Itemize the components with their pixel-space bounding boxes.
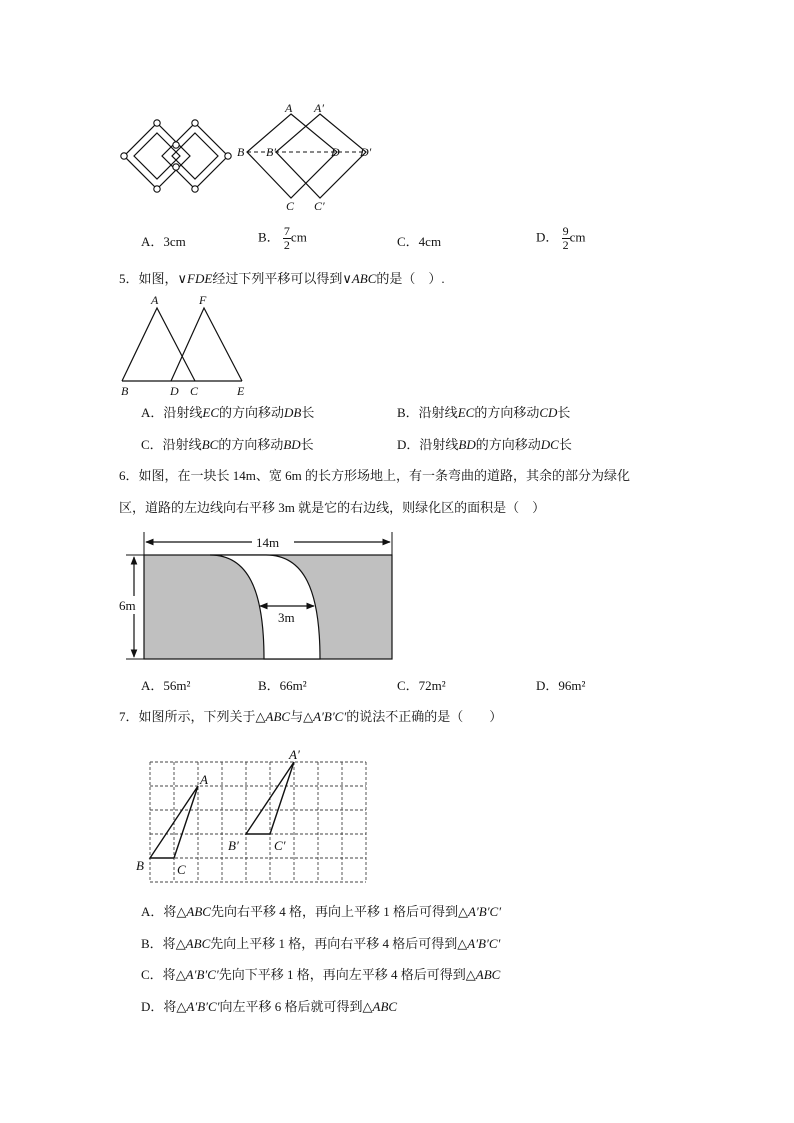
q4-figure-interlocked-squares bbox=[118, 117, 234, 197]
q7-label-C-prime: C′ bbox=[274, 838, 286, 853]
q6-stem-line-2: 区，道路的左边线向右平移 3m 就是它的右边线，则绿化区的面积是（ ） bbox=[119, 500, 546, 515]
q6-option-b[interactable]: B．66m² bbox=[258, 678, 307, 693]
q7-figure-grid bbox=[130, 744, 376, 886]
q5-figure-triangles bbox=[118, 291, 258, 399]
q4-option-b[interactable] bbox=[258, 225, 307, 252]
q7-label-B: B bbox=[136, 858, 144, 873]
q5-label-E: E bbox=[237, 384, 245, 398]
q5-option-b[interactable]: B．沿射线EC的方向移动CD长 bbox=[397, 405, 571, 420]
q4-figure-translated-squares bbox=[234, 100, 384, 216]
q6-width-label: 6m bbox=[119, 598, 136, 613]
q4-label-C-prime: C′ bbox=[314, 199, 325, 213]
q4-option-c[interactable] bbox=[397, 234, 441, 250]
option-label: B． bbox=[258, 229, 280, 245]
option-label: A． bbox=[141, 234, 164, 249]
q7-label-C: C bbox=[177, 862, 186, 877]
q5-label-C: C bbox=[190, 384, 199, 398]
q7-option-c[interactable]: C．将△A′B′C′先向下平移 1 格，再向左平移 4 格后可得到△ABC bbox=[141, 967, 501, 982]
q4-option-d[interactable] bbox=[536, 225, 586, 252]
q6-length-label: 14m bbox=[256, 535, 280, 550]
q7-option-a[interactable]: A．将△ABC先向右平移 4 格，再向上平移 1 格后可得到△A′B′C′ bbox=[141, 904, 502, 919]
q5-label-A: A bbox=[151, 293, 159, 307]
q5-label-D: D bbox=[170, 384, 179, 398]
fraction: $\frac{7}{2}$ bbox=[283, 224, 290, 252]
q6-option-c[interactable]: C．72m² bbox=[397, 678, 446, 693]
option-label: D． bbox=[536, 229, 559, 245]
q4-label-C: C bbox=[286, 199, 295, 213]
q5-label-F: F bbox=[199, 293, 207, 307]
option-unit: cm bbox=[569, 229, 586, 245]
q5-option-c[interactable]: C．沿射线BC的方向移动BD长 bbox=[141, 437, 314, 452]
q4-label-A-prime: A′ bbox=[314, 101, 324, 115]
q6-figure-field bbox=[118, 530, 402, 664]
option-value: 3cm bbox=[163, 234, 186, 249]
q5-option-a[interactable]: A．沿射线EC的方向移动DB长 bbox=[141, 405, 315, 420]
q4-label-D: D bbox=[331, 145, 340, 159]
q6-option-d[interactable]: D．96m² bbox=[536, 678, 586, 693]
q5-stem: 5．如图，∨FDE经过下列平移可以得到∨ABC的是（ ）. bbox=[119, 271, 445, 286]
q7-label-A-prime: A′ bbox=[289, 747, 300, 762]
q6-road-label: 3m bbox=[278, 610, 295, 625]
q4-label-B-prime: B′ bbox=[266, 145, 276, 159]
fraction: $\frac{9}{2}$ bbox=[562, 224, 569, 252]
q7-option-d[interactable]: D．将△A′B′C′向左平移 6 格后就可得到△ABC bbox=[141, 999, 398, 1014]
option-value: 4cm bbox=[418, 234, 442, 249]
option-label: C． bbox=[397, 234, 419, 249]
q4-label-A: A bbox=[285, 101, 293, 115]
q6-option-a[interactable]: A．56m² bbox=[141, 678, 191, 693]
q4-label-D-prime: D′ bbox=[360, 145, 372, 159]
q5-label-B: B bbox=[121, 384, 129, 398]
q4-option-a[interactable] bbox=[141, 234, 186, 250]
q6-stem-line-1: 6．如图，在一块长 14m、宽 6m 的长方形场地上，有一条弯曲的道路，其余的部分为绿化 bbox=[119, 468, 630, 483]
q4-label-B: B bbox=[237, 145, 245, 159]
option-unit: cm bbox=[290, 229, 307, 245]
q7-label-B-prime: B′ bbox=[228, 838, 239, 853]
q7-label-A: A bbox=[200, 772, 208, 787]
q7-stem: 7．如图所示，下列关于△ABC与△A′B′C′的说法不正确的是（ ） bbox=[119, 709, 503, 724]
q5-option-d[interactable]: D．沿射线BD的方向移动DC长 bbox=[397, 437, 572, 452]
q7-option-b[interactable]: B．将△ABC先向上平移 1 格，再向右平移 4 格后可得到△A′B′C′ bbox=[141, 936, 501, 951]
